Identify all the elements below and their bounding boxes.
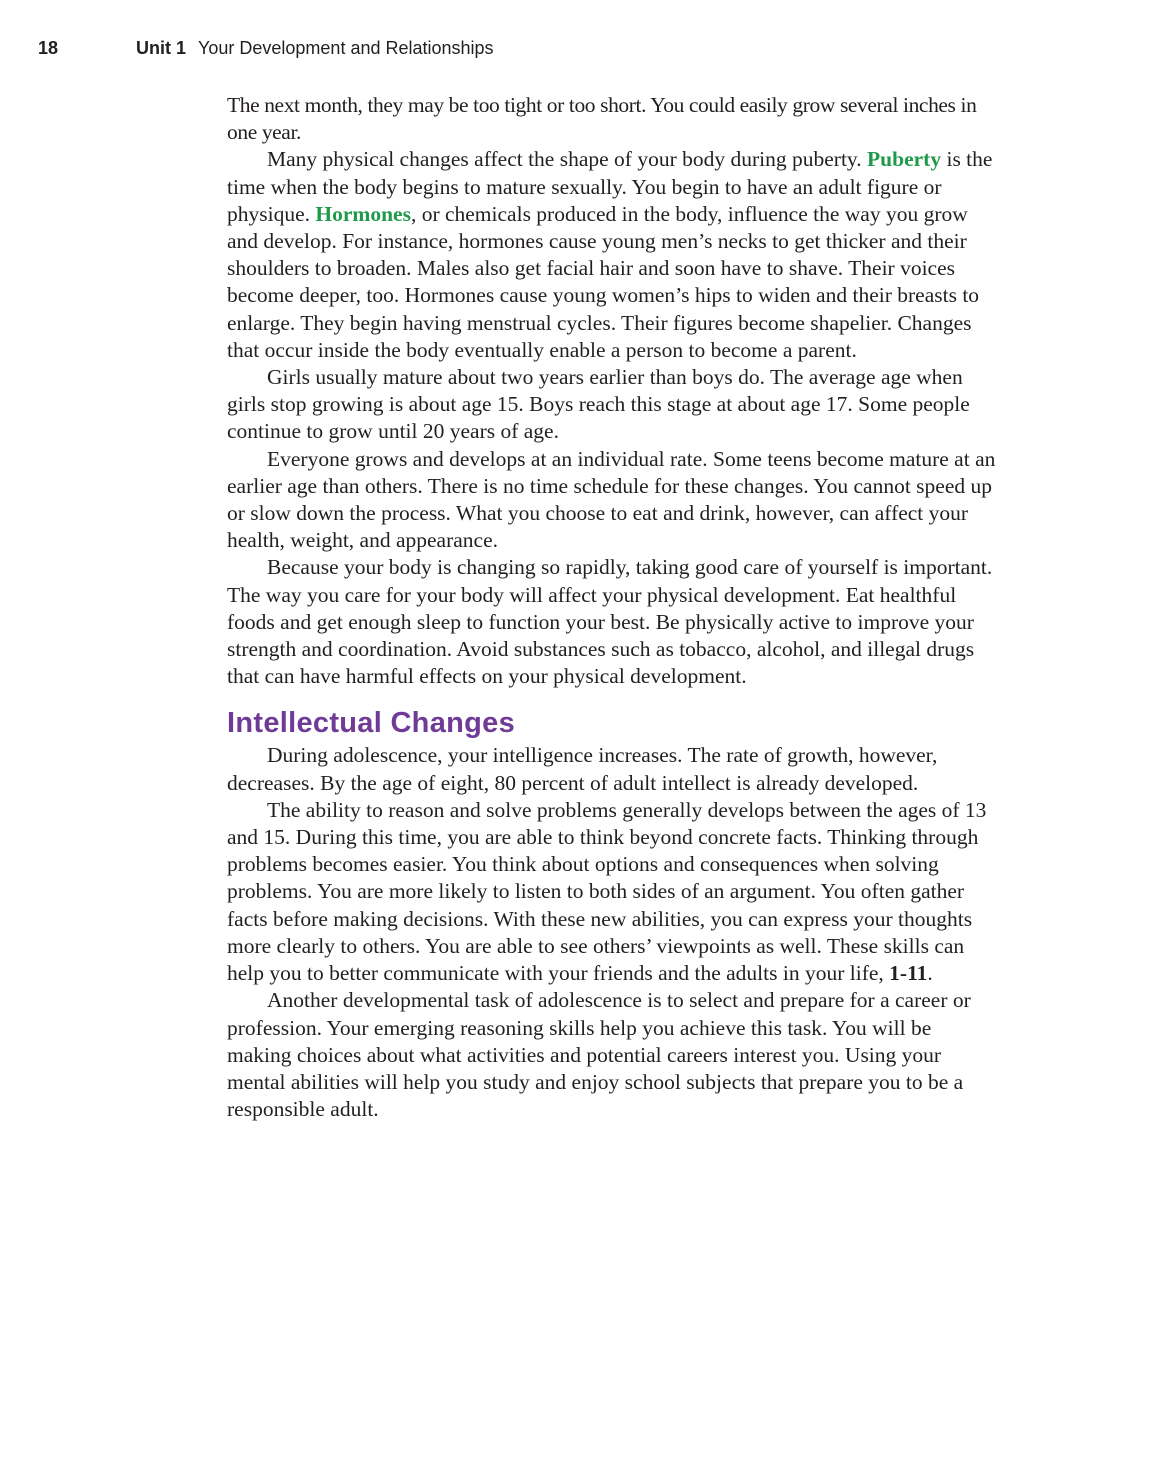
key-term-hormones: Hormones bbox=[315, 201, 411, 226]
paragraph-body-care: Because your body is changing so rapidly, taking good care of yourself is important. The way you care for your body will affect your physical development. Eat healthful foods and get enough sleep to function your best. Be physically active to improve your strength and coordination. Avoid substances such as tobacco, alcohol, and illegal drugs that can have harmful effects on your physical development. bbox=[227, 555, 993, 689]
text: , or chemicals produced in the body, influence the way you grow and develop. For instance, hormones cause young men’s necks to get thicker and their shoulders to broaden. Males also get facial hair and soon have to shave. Their voices become deeper, too. Hormones cause young women’s hips to widen and their breasts to enlarge. They begin having menstrual cycles. Their figures become shapelier. Changes that occur inside the body eventually enable a person to become a parent. bbox=[227, 201, 980, 362]
figure-reference: 1-11 bbox=[889, 961, 928, 986]
text: is the time when the body begins to mature sexually. You begin to have an adult figure or physique. bbox=[227, 147, 993, 226]
paragraph-intelligence: During adolescence, your intelligence increases. The rate of growth, however, decreases. By the age of eight, 80 percent of adult intellect is already developed. bbox=[227, 743, 938, 795]
section-heading-intellectual-changes: Intellectual Changes bbox=[227, 707, 516, 740]
paragraph-career: Another developmental task of adolescence is to select and prepare for a career or profession. Your emerging reasoning skills help you achieve this task. You will be making choices about what activities and potential careers interest you. Using your mental abilities will help you study and enjoy school subjects that prepare you to be a responsible adult. bbox=[227, 988, 971, 1122]
paragraph-reasoning bbox=[227, 797, 997, 987]
unit-label: Unit 1 bbox=[136, 38, 187, 58]
text: Many physical changes affect the shape of your body during puberty. bbox=[267, 147, 868, 172]
unit-title: Your Development and Relationships bbox=[198, 38, 494, 58]
running-header bbox=[38, 38, 494, 59]
page-number: 18 bbox=[38, 38, 59, 58]
paragraph-individual-rate: Everyone grows and develops at an individual rate. Some teens become mature at an earlier age than others. There is no time schedule for these changes. You cannot speed up or slow down the process. What you choose to eat and drink, however, can affect your health, weight, and appearance. bbox=[227, 446, 996, 553]
paragraph-puberty bbox=[227, 146, 997, 364]
paragraph-continued: The next month, they may be too tight or too short. You could easily grow several inches in one year. bbox=[227, 93, 977, 145]
key-term-puberty: Puberty bbox=[867, 147, 942, 172]
text: The ability to reason and solve problems generally develops between the ages of 13 and 15. During this time, you are able to think beyond concrete facts. Thinking through problems becomes easier. You think about options and consequences when solving problems. You are more likely to listen to both sides of an argument. You often gather facts before making decisions. With these new abilities, you can express your thoughts more clearly to others. You are able to see others’ viewpoints as well. These skills can help you to better communicate with your friends and the adults in your life, bbox=[227, 797, 987, 986]
text: . bbox=[927, 961, 933, 986]
page-body bbox=[227, 92, 997, 1123]
paragraph-maturity-age: Girls usually mature about two years earlier than boys do. The average age when girls stop growing is about age 15. Boys reach this stage at about age 17. Some people continue to grow until 20 years of age. bbox=[227, 365, 970, 444]
